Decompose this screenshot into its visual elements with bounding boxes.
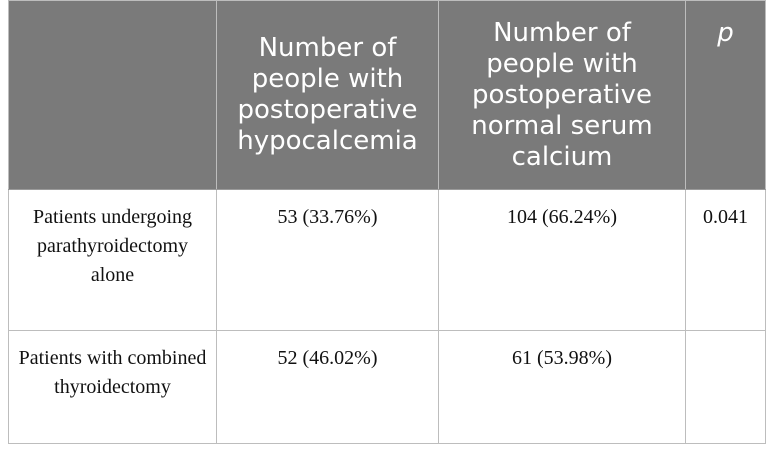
header-empty-cell [9, 1, 217, 190]
row-label-parathyroidectomy: Patients undergoing parathyroidectomy alone [9, 190, 217, 331]
results-table [8, 0, 766, 444]
cell-hypocalcemia: 52 (46.02%) [217, 331, 439, 444]
row-label-combined-thyroidectomy: Patients with combined thyroidectomy [9, 331, 217, 444]
cell-normal-calcium: 104 (66.24%) [439, 190, 686, 331]
table-row [9, 190, 766, 331]
cell-p-value: 0.041 [686, 190, 766, 331]
table-row [9, 331, 766, 444]
header-row [9, 1, 766, 190]
header-hypocalcemia [217, 1, 439, 190]
cell-normal-calcium: 61 (53.98%) [439, 331, 686, 444]
cell-hypocalcemia: 53 (33.76%) [217, 190, 439, 331]
header-hypocalcemia-label: Number of people with postoperative hypocalcemia [237, 33, 418, 156]
header-normal-calcium-label: Number of people with postoperative normal serum calcium [471, 17, 653, 172]
header-normal-calcium [439, 1, 686, 190]
cell-p-value [686, 331, 766, 444]
header-p-value [686, 1, 766, 190]
header-p-value-label: p [717, 18, 734, 48]
